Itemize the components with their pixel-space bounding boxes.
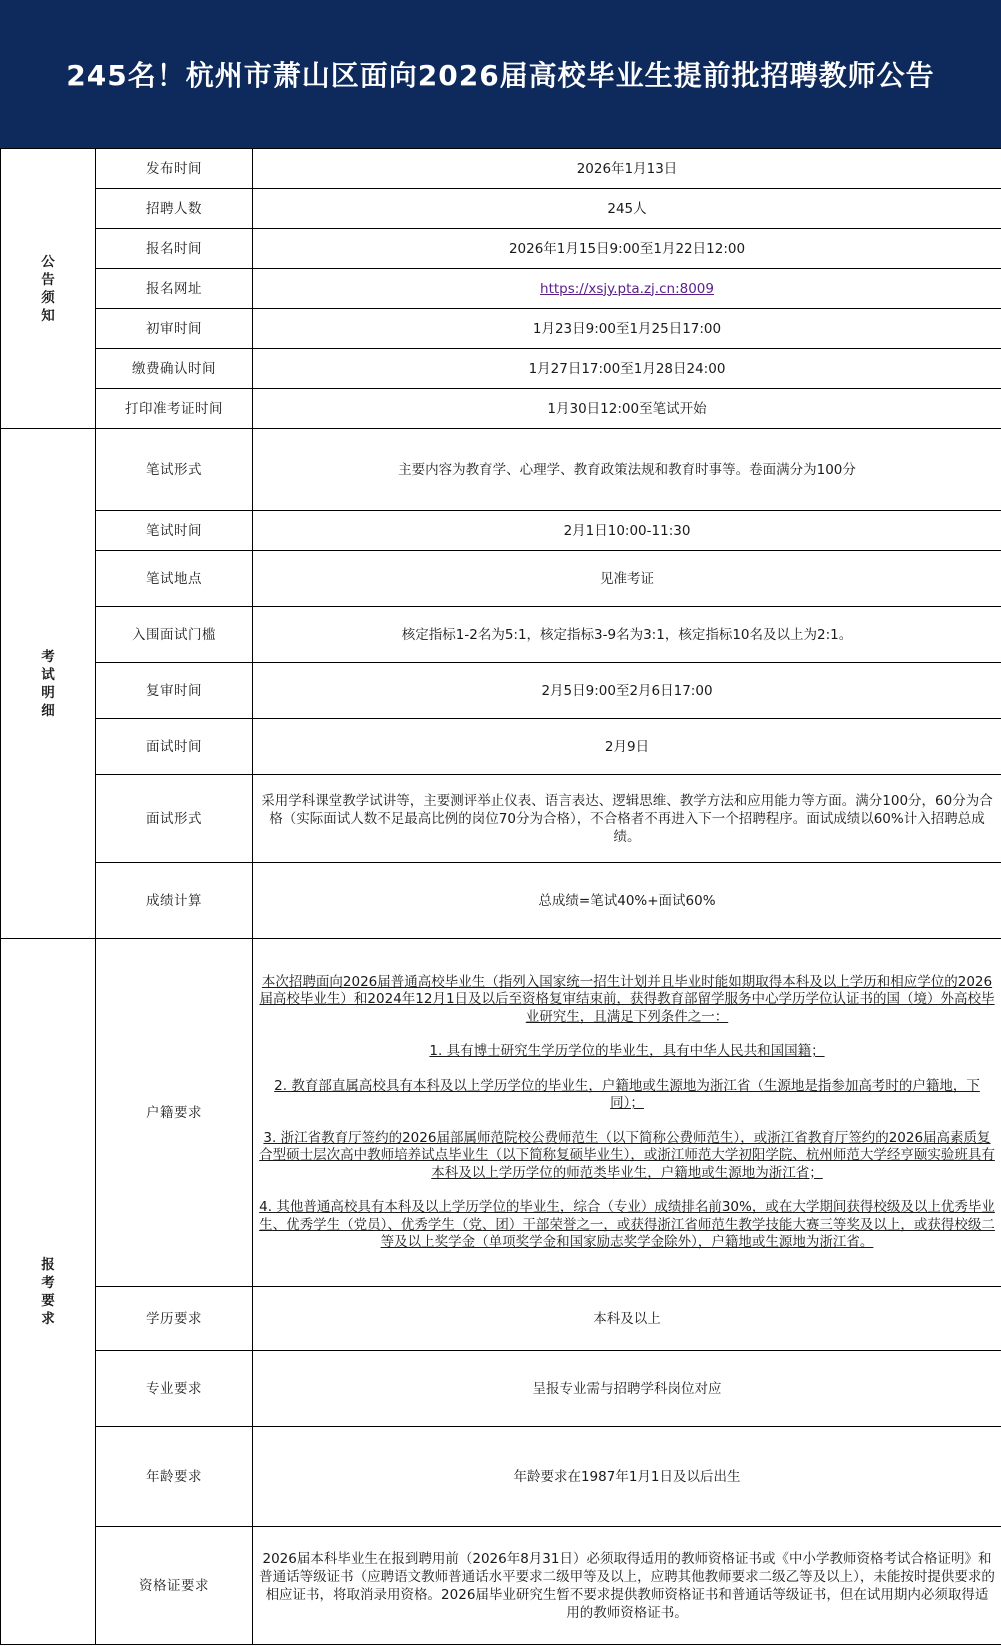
row-value-recheck-time: 2月5日9:00至2月6日17:00 bbox=[253, 663, 1001, 719]
table-row bbox=[1, 607, 1001, 663]
row-label-certificate: 资格证要求 bbox=[96, 1527, 253, 1645]
row-label-payment-confirm: 缴费确认时间 bbox=[96, 349, 253, 389]
row-label-print-ticket: 打印准考证时间 bbox=[96, 389, 253, 429]
row-label-written-time: 笔试时间 bbox=[96, 511, 253, 551]
table-row bbox=[1, 719, 1001, 775]
row-value-print-ticket: 1月30日12:00至笔试开始 bbox=[253, 389, 1001, 429]
row-label-written-location: 笔试地点 bbox=[96, 551, 253, 607]
row-label-major: 专业要求 bbox=[96, 1351, 253, 1427]
table-row bbox=[1, 775, 1001, 863]
page-title: 245名！杭州市萧山区面向2026届高校毕业生提前批招聘教师公告 bbox=[66, 59, 935, 92]
row-value-interview-format: 采用学科课堂教学试讲等，主要测评举止仪表、语言表达、逻辑思维、教学方法和应用能力等方面。满分100分，60分为合格（实际面试人数不足最高比例的岗位70分为合格），不合格者不再进入下一个招聘程序。面试成绩以60%计入招聘总成绩。 bbox=[253, 775, 1001, 863]
row-value-publish-time: 2026年1月13日 bbox=[253, 149, 1001, 189]
row-label-interview-time: 面试时间 bbox=[96, 719, 253, 775]
table-row bbox=[1, 269, 1001, 309]
table-row bbox=[1, 1527, 1001, 1645]
row-value-written-time: 2月1日10:00-11:30 bbox=[253, 511, 1001, 551]
huji-condition-4: 4. 其他普通高校具有本科及以上学历学位的毕业生，综合（专业）成绩排名前30%，或在大学期间获得校级及以上优秀毕业生、优秀学生（党员）、优秀学生（党、团）干部荣誉之一，或获得浙江省师范生教学技能大赛三等奖及以上，或获得校级二等及以上奖学金（单项奖学金和国家励志奖学金除外），户籍地或生源地为浙江省。 bbox=[259, 1199, 995, 1250]
table-row bbox=[1, 349, 1001, 389]
table-row bbox=[1, 663, 1001, 719]
table-row bbox=[1, 1287, 1001, 1351]
table-row bbox=[1, 511, 1001, 551]
row-label-registration-url: 报名网址 bbox=[96, 269, 253, 309]
huji-condition-3: 3. 浙江省教育厅签约的2026届部属师范院校公费师范生（以下简称公费师范生），或浙江省教育厅签约的2026届高素质复合型硕士层次高中教师培养试点毕业生（以下简称复硕毕业生），或浙江师范大学初阳学院、杭州师范大学经亨颐实验班具有本科及以上学历学位的师范类毕业生，户籍地或生源地为浙江省； bbox=[259, 1129, 995, 1181]
row-label-headcount: 招聘人数 bbox=[96, 189, 253, 229]
section-notice: 公告须知 bbox=[1, 149, 96, 429]
huji-condition-1: 1. 具有博士研究生学历学位的毕业生，具有中华人民共和国国籍； bbox=[429, 1043, 825, 1059]
table-row bbox=[1, 429, 1001, 511]
row-value-score-calc: 总成绩=笔试40%+面试60% bbox=[253, 863, 1001, 939]
row-label-written-format: 笔试形式 bbox=[96, 429, 253, 511]
row-label-publish-time: 发布时间 bbox=[96, 149, 253, 189]
huji-intro: 本次招聘面向2026届普通高校毕业生（指列入国家统一招生计划并且毕业时能如期取得本科及以上学历和相应学位的2026届高校毕业生）和2024年12月1日及以后至资格复审结束前，获得教育部留学服务中心学历学位认证书的国（境）外高校毕业研究生，且满足下列条件之一： bbox=[259, 973, 995, 1025]
registration-link[interactable]: https://xsjy.pta.zj.cn:8009 bbox=[540, 280, 714, 297]
table-row bbox=[1, 309, 1001, 349]
row-label-initial-review: 初审时间 bbox=[96, 309, 253, 349]
table-row bbox=[1, 1427, 1001, 1527]
row-label-interview-threshold: 入围面试门槛 bbox=[96, 607, 253, 663]
row-label-score-calc: 成绩计算 bbox=[96, 863, 253, 939]
row-value-age: 年龄要求在1987年1月1日及以后出生 bbox=[253, 1427, 1001, 1527]
table-row bbox=[1, 939, 1001, 1287]
table-row bbox=[1, 551, 1001, 607]
row-value-certificate: 2026届本科毕业生在报到聘用前（2026年8月31日）必须取得适用的教师资格证书或《中小学教师资格考试合格证明》和普通话等级证书（应聘语文教师普通话水平要求二级甲等及以上，应聘其他教师要求二级乙等及以上），未能按时提供要求的相应证书，将取消录用资格。2026届毕业研究生暂不要求提供教师资格证书和普通话等级证书，但在试用期内必须取得适用的教师资格证书。 bbox=[253, 1527, 1001, 1645]
row-label-recheck-time: 复审时间 bbox=[96, 663, 253, 719]
row-value-registration-time: 2026年1月15日9:00至1月22日12:00 bbox=[253, 229, 1001, 269]
table-row bbox=[1, 149, 1001, 189]
row-value-registration-url bbox=[253, 269, 1001, 309]
table-row bbox=[1, 389, 1001, 429]
table-row bbox=[1, 1351, 1001, 1427]
row-value-headcount: 245人 bbox=[253, 189, 1001, 229]
info-table bbox=[0, 148, 1001, 1645]
huji-condition-2: 2. 教育部直属高校具有本科及以上学历学位的毕业生，户籍地或生源地为浙江省（生源地是指参加高考时的户籍地，下同）； bbox=[274, 1077, 980, 1111]
row-value-interview-time: 2月9日 bbox=[253, 719, 1001, 775]
row-value-written-format: 主要内容为教育学、心理学、教育政策法规和教育时事等。卷面满分为100分 bbox=[253, 429, 1001, 511]
row-value-education: 本科及以上 bbox=[253, 1287, 1001, 1351]
row-value-huji bbox=[253, 939, 1001, 1287]
section-requirements: 报考要求 bbox=[1, 939, 96, 1645]
row-label-age: 年龄要求 bbox=[96, 1427, 253, 1527]
header-banner bbox=[0, 0, 1001, 148]
table-row bbox=[1, 229, 1001, 269]
table-row bbox=[1, 189, 1001, 229]
row-value-initial-review: 1月23日9:00至1月25日17:00 bbox=[253, 309, 1001, 349]
row-label-registration-time: 报名时间 bbox=[96, 229, 253, 269]
section-exam: 考试明细 bbox=[1, 429, 96, 939]
row-value-written-location: 见准考证 bbox=[253, 551, 1001, 607]
row-value-payment-confirm: 1月27日17:00至1月28日24:00 bbox=[253, 349, 1001, 389]
row-label-interview-format: 面试形式 bbox=[96, 775, 253, 863]
row-value-major: 呈报专业需与招聘学科岗位对应 bbox=[253, 1351, 1001, 1427]
row-label-education: 学历要求 bbox=[96, 1287, 253, 1351]
row-value-interview-threshold: 核定指标1-2名为5:1，核定指标3-9名为3:1，核定指标10名及以上为2:1。 bbox=[253, 607, 1001, 663]
row-label-huji: 户籍要求 bbox=[96, 939, 253, 1287]
table-row bbox=[1, 863, 1001, 939]
